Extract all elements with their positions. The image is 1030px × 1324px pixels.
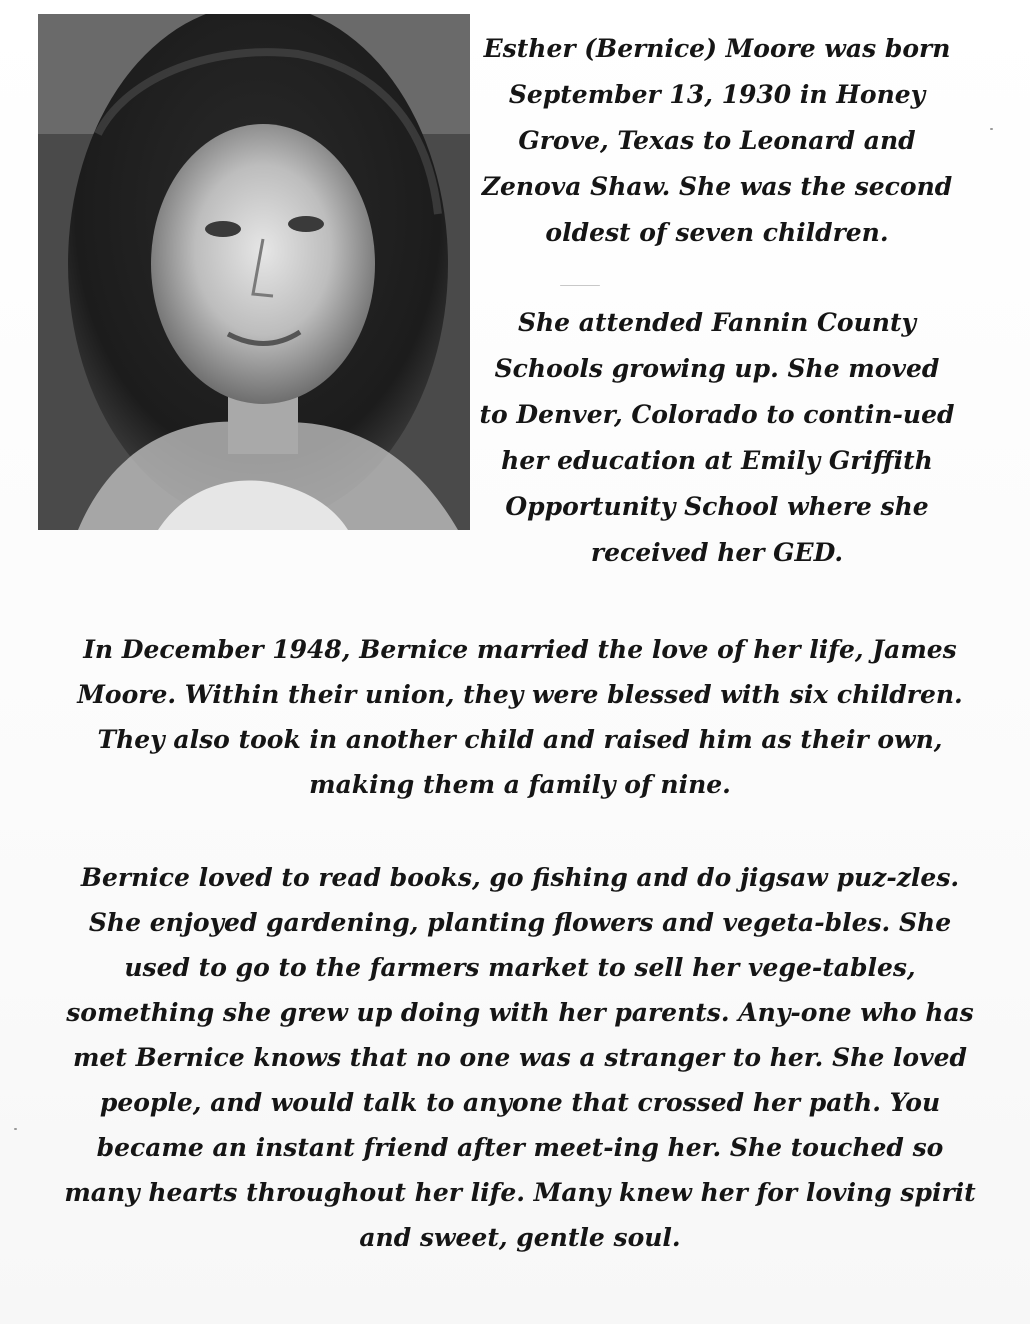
portrait-photo [38,14,470,530]
body-text [60,627,980,1308]
scan-speck [990,128,993,130]
scan-speck [14,1128,17,1130]
portrait-photo-icon [38,14,470,530]
intro-text [478,26,956,620]
education-paragraph: She attended Fannin County Schools growing up. She moved to Denver, Colorado to contin-ued her education at Emily Griffith Opportunity School where she received her GED. [479,308,955,567]
birth-paragraph: Esther (Bernice) Moore was born September 13, 1930 in Honey Grove, Texas to Leonard and Zenova Shaw. She was the second oldest of seven children. [481,34,953,247]
interests-paragraph: Bernice loved to read books, go fishing and do jigsaw puz-zles. She enjoyed gardening, planting flowers and vegeta-bles. She used to go to the farmers market to sell her vege-tables, something she grew up doing with her parents. Any-one who has met Bernice knows that no one was a stranger to her. She loved people, and would talk to anyone that crossed her path. You became an instant friend after meet-ing her. She touched so many hearts throughout her life. Many knew her for loving spirit and sweet, gentle soul. [64,863,976,1252]
scan-speck [560,285,600,286]
marriage-paragraph: In December 1948, Bernice married the love of her life, James Moore. Within their union, they were blessed with six children. They also took in another child and raised him as their own, making them a family of nine. [77,635,963,799]
